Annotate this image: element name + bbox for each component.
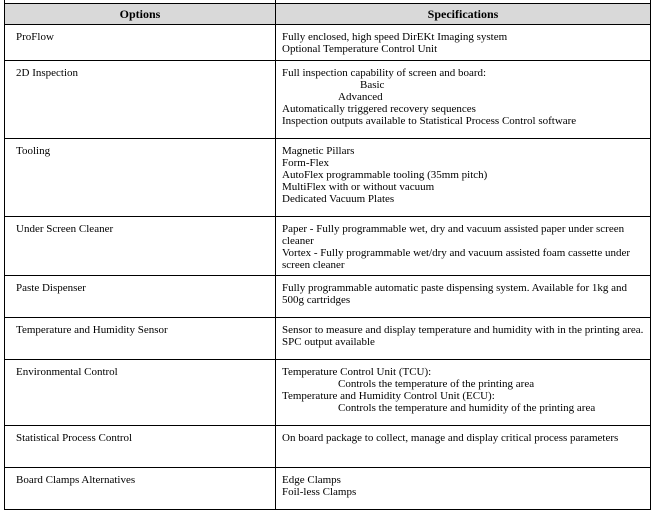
option-cell: Statistical Process Control	[5, 426, 276, 468]
header-specifications: Specifications	[276, 4, 651, 25]
specification-cell	[276, 276, 651, 318]
table-body	[5, 25, 651, 510]
specification-line: Controls the temperature of the printing area	[338, 378, 535, 390]
specification-cell	[276, 468, 651, 510]
options-specifications-table	[4, 3, 651, 510]
table-row	[5, 61, 651, 139]
option-cell: Under Screen Cleaner	[5, 217, 276, 276]
specification-cell	[276, 426, 651, 468]
table-row	[5, 276, 651, 318]
specification-line: On board package to collect, manage and display critical process parameters	[282, 432, 619, 444]
option-cell: Tooling	[5, 139, 276, 217]
specification-cell	[276, 217, 651, 276]
option-cell: Paste Dispenser	[5, 276, 276, 318]
specification-cell	[276, 61, 651, 139]
option-cell: Temperature and Humidity Sensor	[5, 318, 276, 360]
specification-cell	[276, 139, 651, 217]
table-header-row	[5, 4, 651, 25]
specification-line: Fully programmable automatic paste dispensing system. Available for 1kg and 500g cartridges	[282, 282, 628, 306]
specification-line: AutoFlex programmable tooling (35mm pitch)	[282, 169, 488, 181]
option-cell: ProFlow	[5, 25, 276, 61]
specification-line: Sensor to measure and display temperature and humidity with in the printing area. SPC output available	[282, 324, 644, 348]
specification-line: Edge Clamps	[282, 474, 341, 486]
specification-line: MultiFlex with or without vacuum	[282, 181, 435, 193]
specification-line: Foil-less Clamps	[282, 486, 357, 498]
specification-line: Basic	[360, 79, 385, 91]
option-cell: Environmental Control	[5, 360, 276, 426]
table-row	[5, 139, 651, 217]
option-cell: 2D Inspection	[5, 61, 276, 139]
header-options: Options	[5, 4, 276, 25]
specification-line: Paper - Fully programmable wet, dry and vacuum assisted paper under screen cleaner	[282, 223, 625, 247]
specification-line: Fully enclosed, high speed DirEKt Imaging system	[282, 31, 508, 43]
specification-line: Dedicated Vacuum Plates	[282, 193, 395, 205]
table-row	[5, 318, 651, 360]
specification-line: Optional Temperature Control Unit	[282, 43, 438, 55]
table-row	[5, 468, 651, 510]
specification-line: Advanced	[338, 91, 383, 103]
specification-cell	[276, 318, 651, 360]
specification-line: Automatically triggered recovery sequences	[282, 103, 476, 115]
specification-line: Magnetic Pillars	[282, 145, 355, 157]
table-row	[5, 25, 651, 61]
specification-cell	[276, 360, 651, 426]
specification-line: Vortex - Fully programmable wet/dry and vacuum assisted foam cassette under screen cleaner	[282, 247, 631, 271]
option-cell: Board Clamps Alternatives	[5, 468, 276, 510]
specification-line: Full inspection capability of screen and board:	[282, 67, 487, 79]
specification-line: Controls the temperature and humidity of the printing area	[338, 402, 596, 414]
specification-line: Form-Flex	[282, 157, 330, 169]
specification-cell	[276, 25, 651, 61]
specification-line: Temperature Control Unit (TCU):	[282, 366, 432, 378]
table-row	[5, 360, 651, 426]
table-row	[5, 426, 651, 468]
specification-line: Temperature and Humidity Control Unit (ECU):	[282, 390, 495, 402]
specification-line: Inspection outputs available to Statistical Process Control software	[282, 115, 577, 127]
table-row	[5, 217, 651, 276]
